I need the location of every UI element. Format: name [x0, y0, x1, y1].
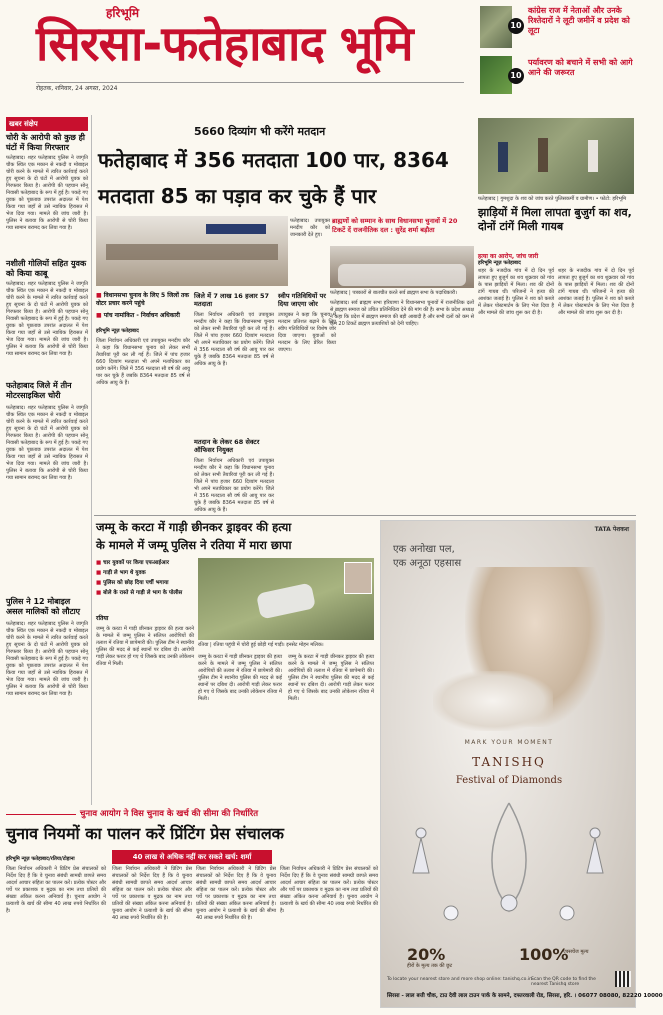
headline-line-2: मतदाता 85 का पड़ाव कर चुके हैं पार	[98, 184, 377, 208]
byline: हरिभूमि न्यूज़ फतेहाबाद/रतिया/टोहाना	[6, 856, 75, 862]
story-kicker: 5660 दिव्यांग भी करेंगे मतदान	[194, 125, 326, 138]
subhead-1: जिले में 7 लाख 16 हजार 57 मतदाता	[194, 292, 270, 308]
side-headline: स्वीप गतिविधियों पर दिया जाएगा जोर	[278, 292, 326, 308]
story-kicker: चुनाव आयोग ने विस चुनाव के खर्च की सीमा की निर्धारित	[80, 809, 259, 819]
ad-tagline: MARK YOUR MOMENT	[464, 739, 554, 746]
story-body: शहर के नजदीक गांव में दो दिन पूर्व लापता हुए बुजुर्ग का शव शुक्रवार को गांव के पास झाड़ियों में मिला। शव की दोनों टांगें गायब थीं। परिजनों ने हत्या की आशंका जताई है। पुलिस ने शव को कब्जे में लेकर पोस्टमार्टम के लिए भेज दिया है और मामले की जांच शुरू कर दी है।	[478, 268, 554, 316]
offer-2	[519, 945, 617, 971]
page-title: सिरसा-फतेहाबाद भूमि	[36, 16, 413, 72]
mid-photo	[330, 246, 474, 288]
tanishq-ad[interactable]	[380, 520, 663, 1008]
bullet-1: ■ चार युवकों पर किया एफआईआर	[96, 558, 196, 568]
story-body-col3: जिला निर्वाचन अधिकारी एवं उपायुक्त मनदीप कौर ने कहा कि विधानसभा चुनाव को लेकर सभी तैयारियां पूरी कर ली गई हैं। जिले में पांच हजार 660 दिव्यांग मतदाता भी अपने मताधिकार का प्रयोग करेंगे। जिले में 356 मतदाता सौ वर्ष की आयु पार कर चुके हैं जबकि 8364 मतदाता 85 वर्ष से अधिक आयु के हैं।	[194, 458, 274, 513]
brief-headline-3: फतेहाबाद जिले में तीन मोटरसाइकिल चोरी	[6, 381, 72, 400]
story-body-col4: जिला निर्वाचन अधिकारी ने प्रिंटिंग प्रेस संचालकों को निर्देश दिए हैं कि वे चुनाव संबंधी सामग्री छापते समय आदर्श आचार संहिता का पालन करें। प्रत्येक पोस्टर और पर्चे पर प्रकाशक व मुद्रक का नाम तथा प्रतियों की संख्या अंकित करना अनिवार्य है। चुनाव आयोग ने प्रत्याशी के खर्च की सीमा 40 लाख रुपये निर्धारित की है।	[280, 866, 378, 914]
byline: हरिभूमि न्यूज़ फतेहाबाद	[96, 328, 139, 334]
brief-body-3: फतेहाबाद। शहर फतेहाबाद पुलिस ने जागृति चौक स्थित एक मकान से नकदी व मोबाइल चोरी करने के मामले में त्वरित कार्रवाई करते हुए सूचना के दो घंटों में आरोपी युवक को गिरफ्तार किया है। आरोपी की पहचान सोनू निवासी फतेहाबाद के रूप में हुई है। पकड़े गए युवक को पूछताछ उपरांत अदालत में पेश किया गया जहाँ से उसे न्यायिक हिरासत में भेज दिया गया। मामले की जांच जारी है। पुलिस ने बताया कि आरोपी से चोरी किया गया सामान बरामद कर लिया गया है।	[6, 405, 88, 481]
story-body-col2: शहर के नजदीक गांव में दो दिन पूर्व लापता हुए बुजुर्ग का शव शुक्रवार को गांव के पास झाड़ियों में मिला। शव की दोनों टांगें गायब थीं। परिजनों ने हत्या की आशंका जताई है। पुलिस ने शव को कब्जे में लेकर पोस्टमार्टम के लिए भेज दिया है और मामले की जांच शुरू कर दी है।	[558, 268, 634, 316]
bullet-4: ■ बोले के रास्ते से गाड़ी ले भाग के पोलीस	[96, 588, 196, 598]
teaser-number: 10	[508, 68, 524, 84]
bottom-story	[6, 806, 378, 1011]
kicker-rule	[6, 814, 76, 815]
side-body: उपायुक्त ने कहा कि चुनाव में मतदान प्रतिशत बढ़ाने के लिए स्वीप गतिविधियों पर विशेष जोर दिया जाएगा। युवाओं को मतदान के लिए प्रेरित किया जाएगा।	[278, 312, 336, 353]
story-body-col2: जिला निर्वाचन अधिकारी ने प्रिंटिंग प्रेस संचालकों को निर्देश दिए हैं कि वे चुनाव संबंधी सामग्री छापते समय आदर्श आचार संहिता का पालन करें। प्रत्येक पोस्टर और पर्चे पर प्रकाशक व मुद्रक का नाम तथा प्रतियों की संख्या अंकित करना अनिवार्य है। चुनाव आयोग ने प्रत्याशी के खर्च की सीमा 40 लाख रुपये निर्धारित की है।	[112, 866, 192, 921]
mid-caption: फतेहाबाद | पत्रकारों से बातचीत करते सर्व ब्राह्मण सभा के पदाधिकारी।	[330, 290, 458, 296]
banner-text	[206, 224, 266, 234]
story-photo	[198, 558, 374, 640]
story-body: जम्मू के करटा में गाड़ी छीनकर ड्राइवर की हत्या करने के मामले में जम्मू पुलिस ने संलिप्त आरोपियों की तलाश में रतिया में छापेमारी की। पुलिस टीम ने स्थानीय पुलिस की मदद से कई स्थानों पर दबिश दी। आरोपी गाड़ी लेकर फरार हो गए थे जिसके बाद उनकी लोकेशन रतिया में मिली।	[96, 626, 195, 667]
store-address: सिरसा - लाल बत्ती चौक, टाउ देवी लाल टाउन पार्क के सामने, दफ्तरवाली रोड, सिरसा, हरि. । 06077 08080, 82220 10000	[387, 993, 663, 999]
brand-small: हरिभूमि	[106, 6, 140, 20]
story-sub: हत्या का आरोप, जांच जारी	[478, 253, 539, 260]
dateline: रोहतक, शनिवार, 24 अगस्त, 2024	[36, 85, 118, 92]
offer-percent: 20%	[407, 945, 446, 964]
collection-title: Festival of Diamonds	[455, 775, 563, 786]
story-body-col3: जिला निर्वाचन अधिकारी ने प्रिंटिंग प्रेस संचालकों को निर्देश दिए हैं कि वे चुनाव संबंधी सामग्री छापते समय आदर्श आचार संहिता का पालन करें। प्रत्येक पोस्टर और पर्चे पर प्रकाशक व मुद्रक का नाम तथा प्रतियों की संख्या अंकित करना अनिवार्य है। चुनाव आयोग ने प्रत्याशी के खर्च की सीमा 40 लाख रुपये निर्धारित की है।	[196, 866, 276, 921]
teaser-text: पर्यावरण को बचाने में सभी को आगे आने की जरूरत	[528, 58, 633, 77]
photo-caption: फतेहाबाद। उपायुक्त मनदीप कौर को जानकारी देते हुए।	[290, 218, 330, 238]
tanishq-logo	[381, 755, 637, 769]
offer-percent: 100%	[519, 945, 569, 964]
story-body-col2: जम्मू के करटा में गाड़ी छीनकर ड्राइवर की हत्या करने के मामले में जम्मू पुलिस ने संलिप्त आरोपियों की तलाश में रतिया में छापेमारी की। पुलिस टीम ने स्थानीय पुलिस की मदद से कई स्थानों पर दबिश दी। आरोपी गाड़ी लेकर फरार हो गए थे जिसके बाद उनकी लोकेशन रतिया में मिली।	[198, 654, 282, 702]
photo-caption: फतेहाबाद | गुमशुदा के शव को जांच करते पुलिसकर्मी व ग्रामीण। • फोटो: हरिभूमि	[478, 196, 627, 202]
masthead	[0, 0, 640, 112]
bullet-1: ■ विधानसभा चुनाव के लिए 5 जिलों तक वोटर प्रचार करने पहुंचे	[96, 292, 190, 308]
baby-figure	[433, 671, 553, 731]
story-photo	[478, 118, 634, 194]
crime-story	[94, 518, 376, 806]
bullet-3: ■ पुलिस को छोड़ दिया पर्ची भगाया	[96, 578, 196, 588]
mid-body: फतेहाबाद। सर्व ब्राह्मण सभा हरियाणा ने विधानसभा चुनावों में राजनीतिक दलों से ब्राह्मण समाज को उचित प्रतिनिधित्व देने की मांग की है। सभा के प्रदेश अध्यक्ष ने कहा कि प्रदेश में ब्राह्मण समाज की बड़ी आबादी है और सभी दलों को कम से कम 20 टिकटें ब्राह्मण प्रत्याशियों को देनी चाहिए।	[330, 300, 474, 327]
section-divider	[94, 515, 636, 516]
story-body: जिला निर्वाचन अधिकारी एवं उपायुक्त मनदीप कौर ने कहा कि विधानसभा चुनाव को लेकर सभी तैयारियां पूरी कर ली गई हैं। जिले में पांच हजार 660 दिव्यांग मतदाता भी अपने मताधिकार का प्रयोग करेंगे। जिले में 356 मतदाता सौ वर्ष की आयु पार कर चुके हैं जबकि 8364 मतदाता 85 वर्ष से अधिक आयु के हैं।	[96, 338, 190, 386]
qr-code[interactable]	[615, 971, 631, 987]
ad-qr-text: Scan the QR code to find the nearest Tanishq store	[531, 977, 596, 987]
story-body: जिला निर्वाचन अधिकारी ने प्रिंटिंग प्रेस संचालकों को निर्देश दिए हैं कि वे चुनाव संबंधी सामग्री छापते समय आदर्श आचार संहिता का पालन करें। प्रत्येक पोस्टर और पर्चे पर प्रकाशक व मुद्रक का नाम तथा प्रतियों की संख्या अंकित करना अनिवार्य है। चुनाव आयोग ने प्रत्याशी के खर्च की सीमा 40 लाख रुपये निर्धारित की है।	[6, 866, 106, 914]
mid-story	[330, 216, 476, 516]
jewellery-icon	[381, 793, 637, 943]
brief-headline-4: पुलिस ने 12 मोबाइल असल मालिकों को लौटाए	[6, 597, 81, 616]
brief-body-2: फतेहाबाद। शहर फतेहाबाद पुलिस ने जागृति चौक स्थित एक मकान से नकदी व मोबाइल चोरी करने के मामले में त्वरित कार्रवाई करते हुए सूचना के दो घंटों में आरोपी युवक को गिरफ्तार किया है। आरोपी की पहचान सोनू निवासी फतेहाबाद के रूप में हुई है। पकड़े गए युवक को पूछताछ उपरांत अदालत में पेश किया गया जहाँ से उसे न्यायिक हिरासत में भेज दिया गया। मामले की जांच जारी है। पुलिस ने बताया कि आरोपी से चोरी किया गया सामान बरामद कर लिया गया है।	[6, 281, 88, 357]
story-body-col2: जिला निर्वाचन अधिकारी एवं उपायुक्त मनदीप कौर ने कहा कि विधानसभा चुनाव को लेकर सभी तैयारियां पूरी कर ली गई हैं। जिले में पांच हजार 660 दिव्यांग मतदाता भी अपने मताधिकार का प्रयोग करेंगे। जिले में 356 मतदाता सौ वर्ष की आयु पार कर चुके हैं जबकि 8364 मतदाता 85 वर्ष से अधिक आयु के हैं।	[194, 312, 274, 367]
teaser-2[interactable]	[480, 56, 635, 96]
story-headline: झाड़ियों में मिला लापता बुजुर्ग का शव, दोनों टांगें मिली गायब	[478, 206, 632, 233]
brief-body-1: फतेहाबाद। शहर फतेहाबाद पुलिस ने जागृति चौक स्थित एक मकान से नकदी व मोबाइल चोरी करने के मामले में त्वरित कार्रवाई करते हुए सूचना के दो घंटों में आरोपी युवक को गिरफ्तार किया है। आरोपी की पहचान सोनू निवासी फतेहाबाद के रूप में हुई है। पकड़े गए युवक को पूछताछ उपरांत अदालत में पेश किया गया जहाँ से उसे न्यायिक हिरासत में भेज दिया गया। मामले की जांच जारी है। पुलिस ने बताया कि आरोपी से चोरी किया गया सामान बरामद कर लिया गया है।	[6, 155, 88, 231]
offer-text: हीरों के मूल्य तक की छूट	[407, 963, 453, 969]
brief-body-4: फतेहाबाद। शहर फतेहाबाद पुलिस ने जागृति चौक स्थित एक मकान से नकदी व मोबाइल चोरी करने के मामले में त्वरित कार्रवाई करते हुए सूचना के दो घंटों में आरोपी युवक को गिरफ्तार किया है। आरोपी की पहचान सोनू निवासी फतेहाबाद के रूप में हुई है। पकड़े गए युवक को पूछताछ उपरांत अदालत में पेश किया गया जहाँ से उसे न्यायिक हिरासत में भेज दिया गया। मामले की जांच जारी है। पुलिस ने बताया कि आरोपी से चोरी किया गया सामान बरामद कर लिया गया है।	[6, 621, 88, 697]
ad-line-1: एक अनोखा पल,	[393, 544, 455, 555]
byline: हरिभूमि न्यूज़ फतेहाबाद	[478, 260, 521, 266]
story-body-col3: जम्मू के करटा में गाड़ी छीनकर ड्राइवर की हत्या करने के मामले में जम्मू पुलिस ने संलिप्त आरोपियों की तलाश में रतिया में छापेमारी की। पुलिस टीम ने स्थानीय पुलिस की मदद से कई स्थानों पर दबिश दी। आरोपी गाड़ी लेकर फरार हो गए थे जिसके बाद उनकी लोकेशन रतिया में मिली।	[288, 654, 374, 702]
brand-name: TANISHQ	[472, 755, 546, 769]
teaser-text: कांग्रेस राज में नेताओं और उनके रिश्तेदारों ने लूटी जमीनें व प्रदेश को लूटा	[528, 6, 630, 35]
highlight-box: 40 लाख से अधिक नहीं कर सकते खर्च: शर्मा	[112, 850, 272, 864]
teaser-number: 10	[508, 18, 524, 34]
column-divider	[91, 115, 92, 805]
headline-line-1: जम्मू के करटा में गाड़ी छीनकर ड्राइवर की हत्या	[96, 520, 292, 534]
jewellery-display	[381, 793, 637, 943]
subhead-2: मतदान के लेकर 68 सेक्टर ऑफिसर नियुक्त	[194, 438, 260, 454]
ad-line-2: एक अनूठा एहसास	[393, 558, 462, 569]
photo-story	[478, 114, 636, 514]
story-photo	[96, 216, 288, 286]
brief-headline-2: नशीली गोलियों सहित युवक को किया काबू	[6, 259, 87, 278]
section-tag: खबर संक्षेप	[6, 117, 88, 131]
bullet-2: ■ गाड़ी ले भाग थे युवक	[96, 568, 196, 578]
headline-line-2: के मामले में जम्मू पुलिस ने रतिया में मारा छापा	[96, 538, 292, 552]
story-headline: चुनाव नियमों का पालन करें प्रिंटिंग प्रेस संचालक	[6, 824, 284, 843]
teaser-1[interactable]	[480, 4, 635, 52]
location-tag: रतिया	[96, 615, 109, 622]
brief-headline-1: चोरी के आरोपी को कुछ ही घंटों में किया गिरफ्तार	[6, 133, 85, 152]
offer-text: एक्सचेंज मूल्य	[563, 949, 589, 955]
headline-line-1: फतेहाबाद में 356 मतदाता 100 पार, 8364	[98, 148, 449, 172]
mid-headline: ब्राह्मणों को सम्मान के साथ विधानसभा चुनावों में 20 टिकटें दें राजनीतिक दल : सुरेंद्र शर्मा बड़ौता	[332, 217, 458, 234]
photo-caption: रतिया | रतिया पहुंची में चोरी हुई छोड़ी गई गाड़ी। इनसेट मोहन मलिक।	[198, 642, 324, 648]
bullet-list	[96, 558, 196, 598]
offer-1	[407, 945, 505, 971]
bullet-2: ■ पांच नामांकित - निर्वाचन अधिकारी	[96, 312, 190, 320]
ad-locate-text: To locate your nearest store and more shop online: tanishq.co.in	[387, 977, 532, 982]
ad-brand-top: TATA पेशकश	[594, 526, 629, 533]
